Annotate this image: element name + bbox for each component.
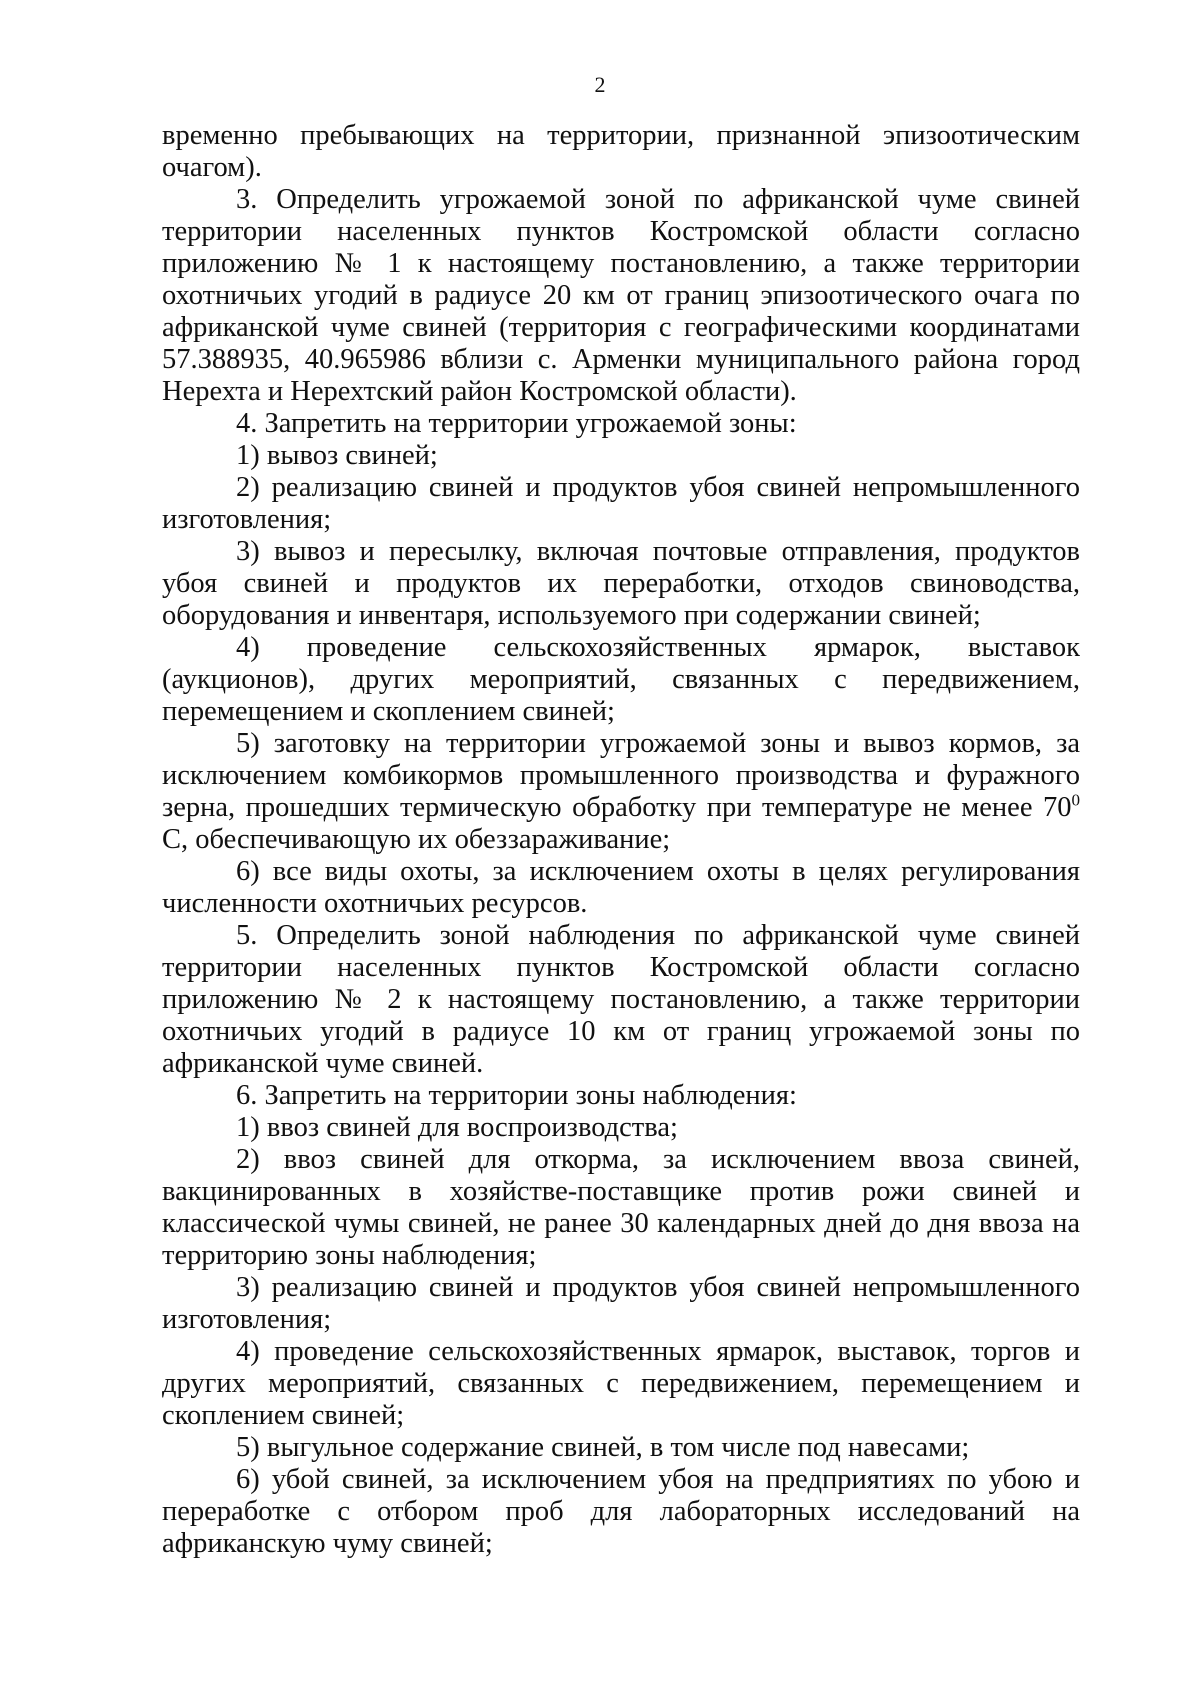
paragraph-item-3: 3. Определить угрожаемой зоной по африканской чуме свиней территории населенных пунктов Костромской области согласно приложению № 1 к настоящему постановлению, а также территории охотничьих угодий в радиусе 20 км от границ эпизоотического очага по африканской чуме свиней (территория с географическими координатами 57.388935, 40.965986 вблизи с. Арменки муниципального района город Нерехта и Нерехтский район Костромской области). xyxy=(162,184,1080,407)
subitem-6-2: 2) ввоз свиней для откорма, за исключением ввоза свиней, вакцинированных в хозяйстве-поставщике против рожи свиней и классической чумы свиней, не ранее 30 календарных дней до дня ввоза на территорию зоны наблюдения; xyxy=(162,1144,1080,1271)
paragraph-item-5: 5. Определить зоной наблюдения по африканской чуме свиней территории населенных пунктов Костромской области согласно приложению № 2 к настоящему постановлению, а также территории охотничьих угодий в радиусе 10 км от границ угрожаемой зоны по африканской чуме свиней. xyxy=(162,920,1080,1079)
paragraph-item-6: 6. Запретить на территории зоны наблюдения: xyxy=(236,1080,797,1111)
subitem-4-3: 3) вывоз и пересылку, включая почтовые отправления, продуктов убоя свиней и продуктов их переработки, отходов свиноводства, оборудования и инвентаря, используемого при содержании свиней; xyxy=(162,536,1080,631)
subitem-4-1: 1) вывоз свиней; xyxy=(236,440,438,471)
degree-superscript: 0 xyxy=(1071,790,1081,810)
paragraph-item-4: 4. Запретить на территории угрожаемой зоны: xyxy=(236,408,797,439)
subitem-6-3: 3) реализацию свиней и продуктов убоя свиней непромышленного изготовления; xyxy=(162,1272,1080,1335)
document-body xyxy=(162,120,1080,1560)
subitem-6-1: 1) ввоз свиней для воспроизводства; xyxy=(236,1112,678,1143)
subitem-4-6: 6) все виды охоты, за исключением охоты в целях регулирования численности охотничьих ресурсов. xyxy=(162,856,1080,919)
page-number: 2 xyxy=(594,72,606,97)
subitem-4-5-text: 5) заготовку на территории угрожаемой зоны и вывоз кормов, за исключением комбикормов промышленного производства и фуражного зерна, прошедших термическую обработку при температуре не менее xyxy=(162,728,1080,823)
subitem-6-5: 5) выгульное содержание свиней, в том числе под навесами; xyxy=(236,1432,970,1463)
subitem-4-5-tail: С, обеспечивающую их обеззараживание; xyxy=(162,824,671,855)
paragraph-continuation: временно пребывающих на территории, признанной эпизоотическим очагом). xyxy=(162,120,1080,183)
subitem-4-5 xyxy=(162,728,1080,856)
subitem-6-4: 4) проведение сельскохозяйственных ярмарок, выставок, торгов и других мероприятий, связанных с передвижением, перемещением и скоплением свиней; xyxy=(162,1336,1080,1431)
subitem-4-2: 2) реализацию свиней и продуктов убоя свиней непромышленного изготовления; xyxy=(162,472,1080,535)
subitem-6-6: 6) убой свиней, за исключением убоя на предприятиях по убою и переработке с отбором проб для лабораторных исследований на африканскую чуму свиней; xyxy=(162,1464,1080,1559)
temperature-value: 70 xyxy=(1042,792,1072,823)
subitem-4-4: 4) проведение сельскохозяйственных ярмарок, выставок (аукционов), других мероприятий, связанных с передвижением, перемещением и скоплением свиней; xyxy=(162,632,1080,727)
